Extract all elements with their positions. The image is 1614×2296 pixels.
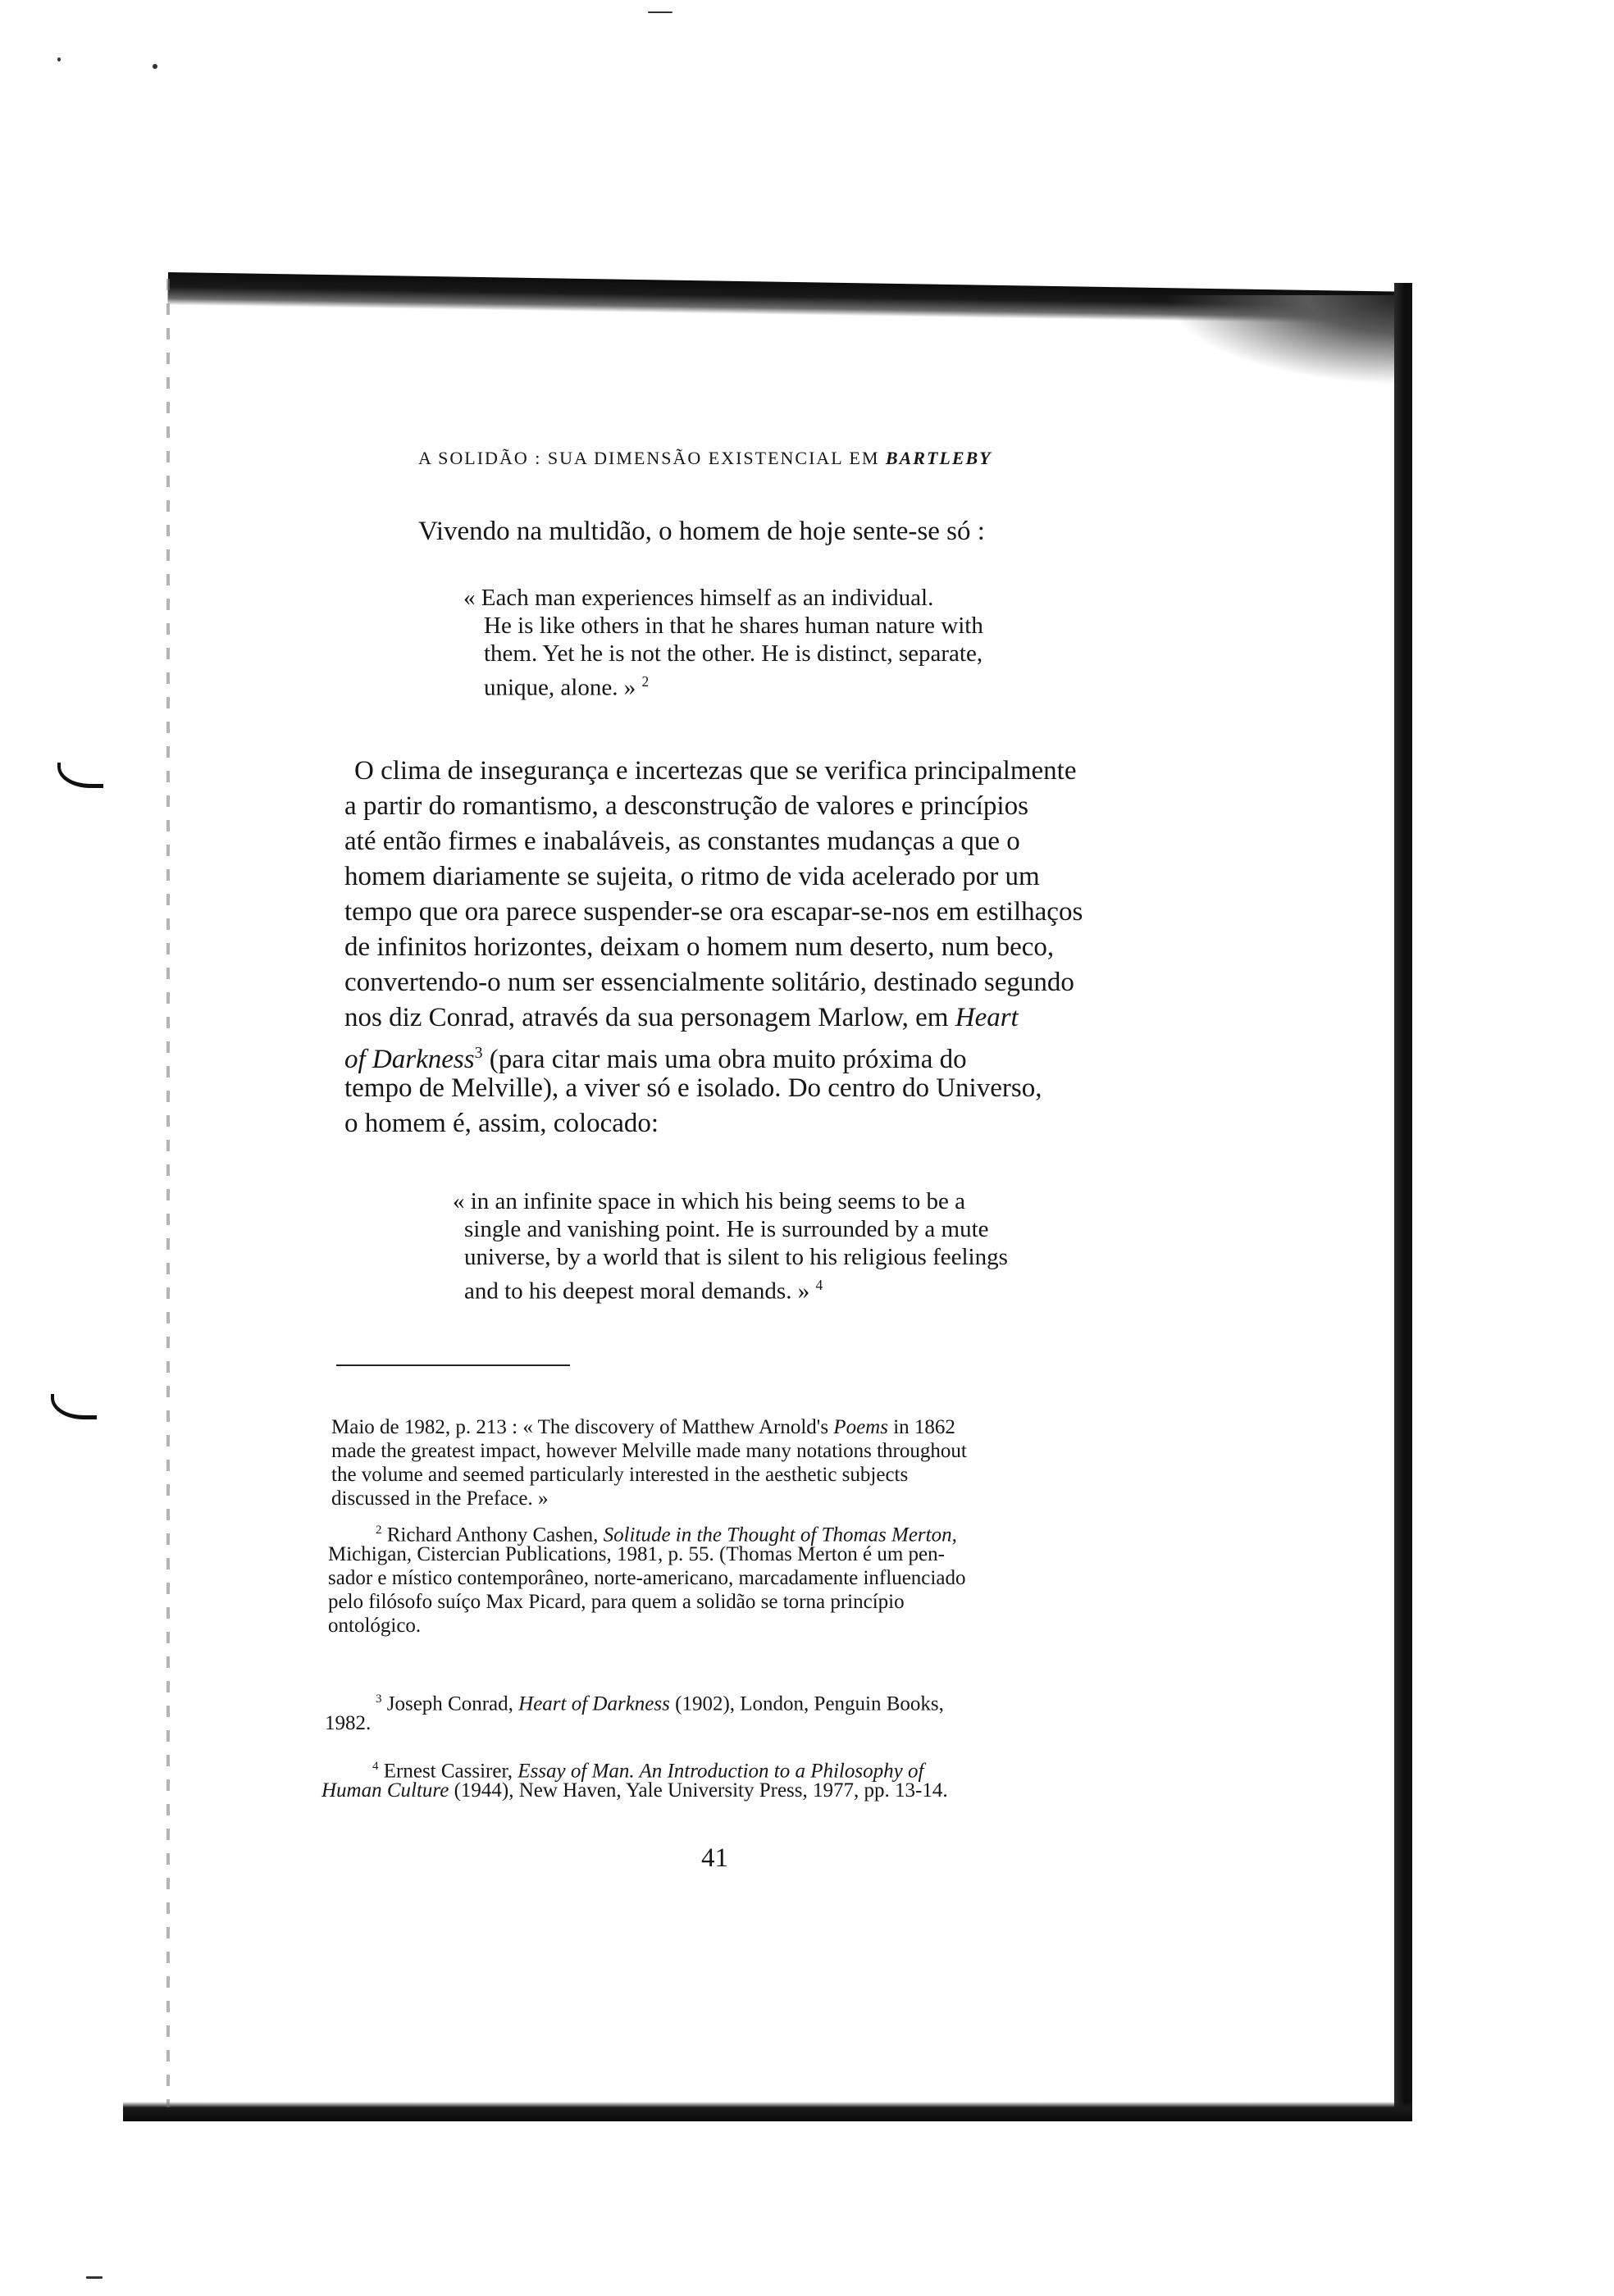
quote2-line: « in an infinite space in which his being seems to be a xyxy=(453,1188,965,1214)
footnote-line: the volume and seemed particularly interested in the aesthetic subjects xyxy=(331,1464,909,1486)
paragraph-line: O clima de insegurança e incertezas que se verifica principalmente xyxy=(354,756,1077,786)
page-number: 41 xyxy=(701,1843,728,1873)
quote2-line xyxy=(464,1271,823,1305)
footnote-number: 3 xyxy=(376,1692,382,1706)
footnote-line: sador e místico contemporâneo, norte-americano, marcadamente influenciado xyxy=(328,1567,966,1589)
footnote-line: 1982. xyxy=(325,1712,372,1734)
paragraph-line: até então firmes e inabaláveis, as constantes mudanças a que o xyxy=(344,827,1020,856)
paragraph-line: tempo que ora parece suspender-se ora escapar-se-nos em estilhaços xyxy=(344,897,1083,927)
footnote-italic: Solitude in the Thought of Thomas Merton, xyxy=(603,1524,957,1547)
footnote-text: Ernest Cassirer, xyxy=(383,1760,513,1783)
paragraph-text: (para citar mais uma obra muito próxima do xyxy=(489,1045,967,1074)
footnote-number: 4 xyxy=(372,1760,379,1773)
footnote-ref: 2 xyxy=(641,673,650,690)
paragraph-line: convertendo-o num ser essencialmente solitário, destinado segundo xyxy=(344,968,1074,997)
paragraph-line: a partir do romantismo, a desconstrução de valores e princípios xyxy=(344,791,1028,821)
intro-sentence: Vivendo na multidão, o homem de hoje sente-se só : xyxy=(418,517,985,546)
footnote-text: Maio de 1982, p. 213 : « The discovery of Matthew Arnold's xyxy=(331,1416,829,1438)
footnote-line: made the greatest impact, however Melville made many notations throughout xyxy=(331,1440,967,1462)
quote1-line: He is like others in that he shares human nature with xyxy=(484,613,983,639)
paragraph-line: o homem é, assim, colocado: xyxy=(344,1109,659,1138)
footnote-ref: 4 xyxy=(815,1277,823,1293)
quote2-line: universe, by a world that is silent to his religious feelings xyxy=(464,1244,1008,1270)
footnote-number: 2 xyxy=(376,1524,382,1537)
paragraph-line xyxy=(344,1036,967,1076)
footnote-text: (1902), London, Penguin Books, xyxy=(675,1692,944,1715)
running-head xyxy=(418,448,992,469)
footnote-line xyxy=(331,1415,955,1439)
footnote-line: discussed in the Preface. » xyxy=(331,1487,549,1510)
footnote-text: (1944), New Haven, Yale University Press, 1977, pp. 13-14. xyxy=(454,1779,948,1802)
paragraph-line: tempo de Melville), a viver só e isolado. Do centro do Universo, xyxy=(344,1073,1042,1103)
quote2-line: single and vanishing point. He is surrounded by a mute xyxy=(464,1216,989,1242)
quote1-line: « Each man experiences himself as an individual. xyxy=(463,585,934,611)
footnote-line: pelo filósofo suíço Max Picard, para quem a solidão se torna princípio xyxy=(328,1591,905,1613)
quote1-text: unique, alone. » xyxy=(484,674,636,701)
footnote-text: Richard Anthony Cashen, xyxy=(386,1524,599,1547)
quote1-line: them. Yet he is not the other. He is distinct, separate, xyxy=(484,640,983,667)
footnote-italic: Essay of Man. An Introduction to a Philosophy of xyxy=(517,1760,924,1783)
footnote-italic: Poems xyxy=(833,1416,888,1438)
footnote-text: Joseph Conrad, xyxy=(386,1692,513,1715)
quote2-text: and to his deepest moral demands. » xyxy=(464,1278,810,1305)
italic-title: of Darkness xyxy=(344,1045,475,1074)
footnote-line xyxy=(321,1779,948,1802)
footnote-separator xyxy=(336,1364,570,1366)
footnote-text: in 1862 xyxy=(893,1416,955,1438)
paragraph-text: nos diz Conrad, através da sua personagem Marlow, em xyxy=(344,1003,949,1032)
footnote-line: Michigan, Cistercian Publications, 1981, p. 55. (Thomas Merton é um pen- xyxy=(328,1543,945,1565)
italic-title: Heart xyxy=(955,1003,1019,1032)
paragraph-line: homem diariamente se sujeita, o ritmo de vida acelerado por um xyxy=(344,862,1040,891)
footnote-line: ontológico. xyxy=(328,1615,422,1637)
footnote-italic: Heart of Darkness xyxy=(518,1692,670,1715)
footnote-line xyxy=(376,1688,944,1715)
running-head-text: A SOLIDÃO : SUA DIMENSÃO EXISTENCIAL EM xyxy=(418,448,880,468)
footnote-italic: Human Culture xyxy=(321,1779,449,1802)
footnote-ref: 3 xyxy=(474,1044,483,1062)
quote1-line xyxy=(484,667,649,702)
paragraph-line xyxy=(344,1001,1019,1034)
running-head-title: BARTLEBY xyxy=(885,448,992,468)
paragraph-line: de infinitos horizontes, deixam o homem num deserto, num beco, xyxy=(344,932,1055,962)
